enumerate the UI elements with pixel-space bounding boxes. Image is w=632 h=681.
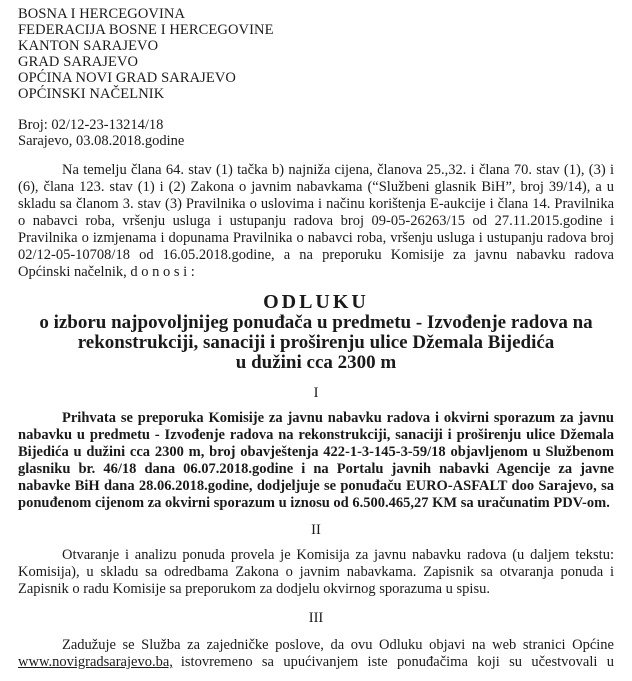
header-country: BOSNA I HERCEGOVINA bbox=[18, 6, 186, 22]
decision-heading: ODLUKU bbox=[263, 291, 369, 313]
decision-subject-line: o izboru najpovoljnijeg ponuđača u predmetu - Izvođenje radova na bbox=[39, 312, 593, 333]
header-canton: KANTON SARAJEVO bbox=[18, 38, 159, 54]
section-line: Bijedića u dužini cca 2300 m, broj obavještenja 422-1-3-145-3-59/18 objavljenom u Službenom bbox=[18, 444, 614, 460]
preamble-line: Pravilnika o izmjenama i dopunama Pravilnika o nabavci roba, vršenju usluga i ustupanju radova broj bbox=[18, 230, 614, 246]
section-line: glasniku br. 46/18 dana 06.07.2018.godine i na Portalu javnih nabavki Agencije za javne bbox=[18, 461, 614, 477]
municipality-website-link[interactable]: www.novigradsarajevo.ba, bbox=[18, 654, 173, 670]
preamble-line: o nabavci roba, vršenju usluga i ustupanju radova broj 09-05-26263/15 od 27.11.2015.godine i bbox=[18, 213, 614, 229]
preamble-line: 02/12-05-10708/18 od 16.05.2018.godine, a na preporuku Komisije za javnu nabavku radova bbox=[18, 247, 614, 263]
preamble-line: (6), člana 123. stav (1) i (2) Zakona o javnim nabavkama (“Službeni glasnik BiH”, broj 39/14), a u bbox=[18, 179, 614, 195]
section-line-with-link bbox=[18, 654, 614, 671]
section-line: nabavke BiH dana 28.06.2018.godine, dodjeljuje se ponuđaču EURO-ASFALT doo Sarajevo, sa bbox=[18, 478, 614, 494]
header-city: GRAD SARAJEVO bbox=[18, 54, 139, 70]
section-line: Komisija), u skladu sa odredbama Zakona o javnim nabavkama. Zapisnik sa otvaranja ponuda i bbox=[18, 564, 614, 580]
preamble-line: skladu sa članom 3. stav (3) Pravilnika o uslovima i načinu korištenja E-aukcije i člana 14. Pravilnika bbox=[18, 196, 614, 212]
header-municipality: OPĆINA NOVI GRAD SARAJEVO bbox=[18, 70, 237, 86]
section-line: Otvaranje i analizu ponuda provela je Komisija za javnu nabavku radova (u daljem tekstu: bbox=[62, 547, 614, 563]
section-number: III bbox=[308, 610, 324, 626]
header-mayor: OPĆINSKI NAČELNIK bbox=[18, 86, 165, 102]
section-number: I bbox=[313, 385, 319, 401]
section-line: istovremeno sa upućivanjem iste ponuđačima koji su učestvovali u bbox=[180, 654, 614, 670]
header-federation: FEDERACIJA BOSNE I HERCEGOVINE bbox=[18, 22, 274, 38]
preamble-line: Na temelju člana 64. stav (1) tačka b) najniža cijena, članova 25.,32. i člana 70. stav (1), (3) i bbox=[62, 162, 614, 178]
section-line: ponuđenom cijenom za okvirni sporazum u iznosu od 6.500.465,27 KM sa uračunatim PDV-om. bbox=[18, 495, 610, 511]
document-number: Broj: 02/12-23-13214/18 bbox=[18, 117, 164, 133]
section-line: Prihvata se preporuka Komisije za javnu nabavku radova i okvirni sporazum za javnu bbox=[62, 410, 614, 426]
decision-subject-line: rekonstrukciji, sanaciji i proširenju ulice Džemala Bijedića bbox=[77, 332, 555, 353]
section-line: nabavku u predmetu - Izvođenje radova na rekonstrukciji, sanaciji i proširenju ulice Džemala bbox=[18, 427, 614, 443]
decision-subject-line: u dužini cca 2300 m bbox=[235, 352, 397, 373]
preamble-line: Općinski načelnik, d o n o s i : bbox=[18, 264, 195, 280]
section-number: II bbox=[311, 522, 321, 538]
section-line: Zadužuje se Služba za zajedničke poslove, da ovu Odluku objavi na web stranici Općine bbox=[62, 637, 614, 653]
section-line: Zapisnik o radu Komisije sa preporukom za dodjelu okvirnog sporazuma u spisu. bbox=[18, 581, 490, 597]
document-place-date: Sarajevo, 03.08.2018.godine bbox=[18, 133, 185, 149]
